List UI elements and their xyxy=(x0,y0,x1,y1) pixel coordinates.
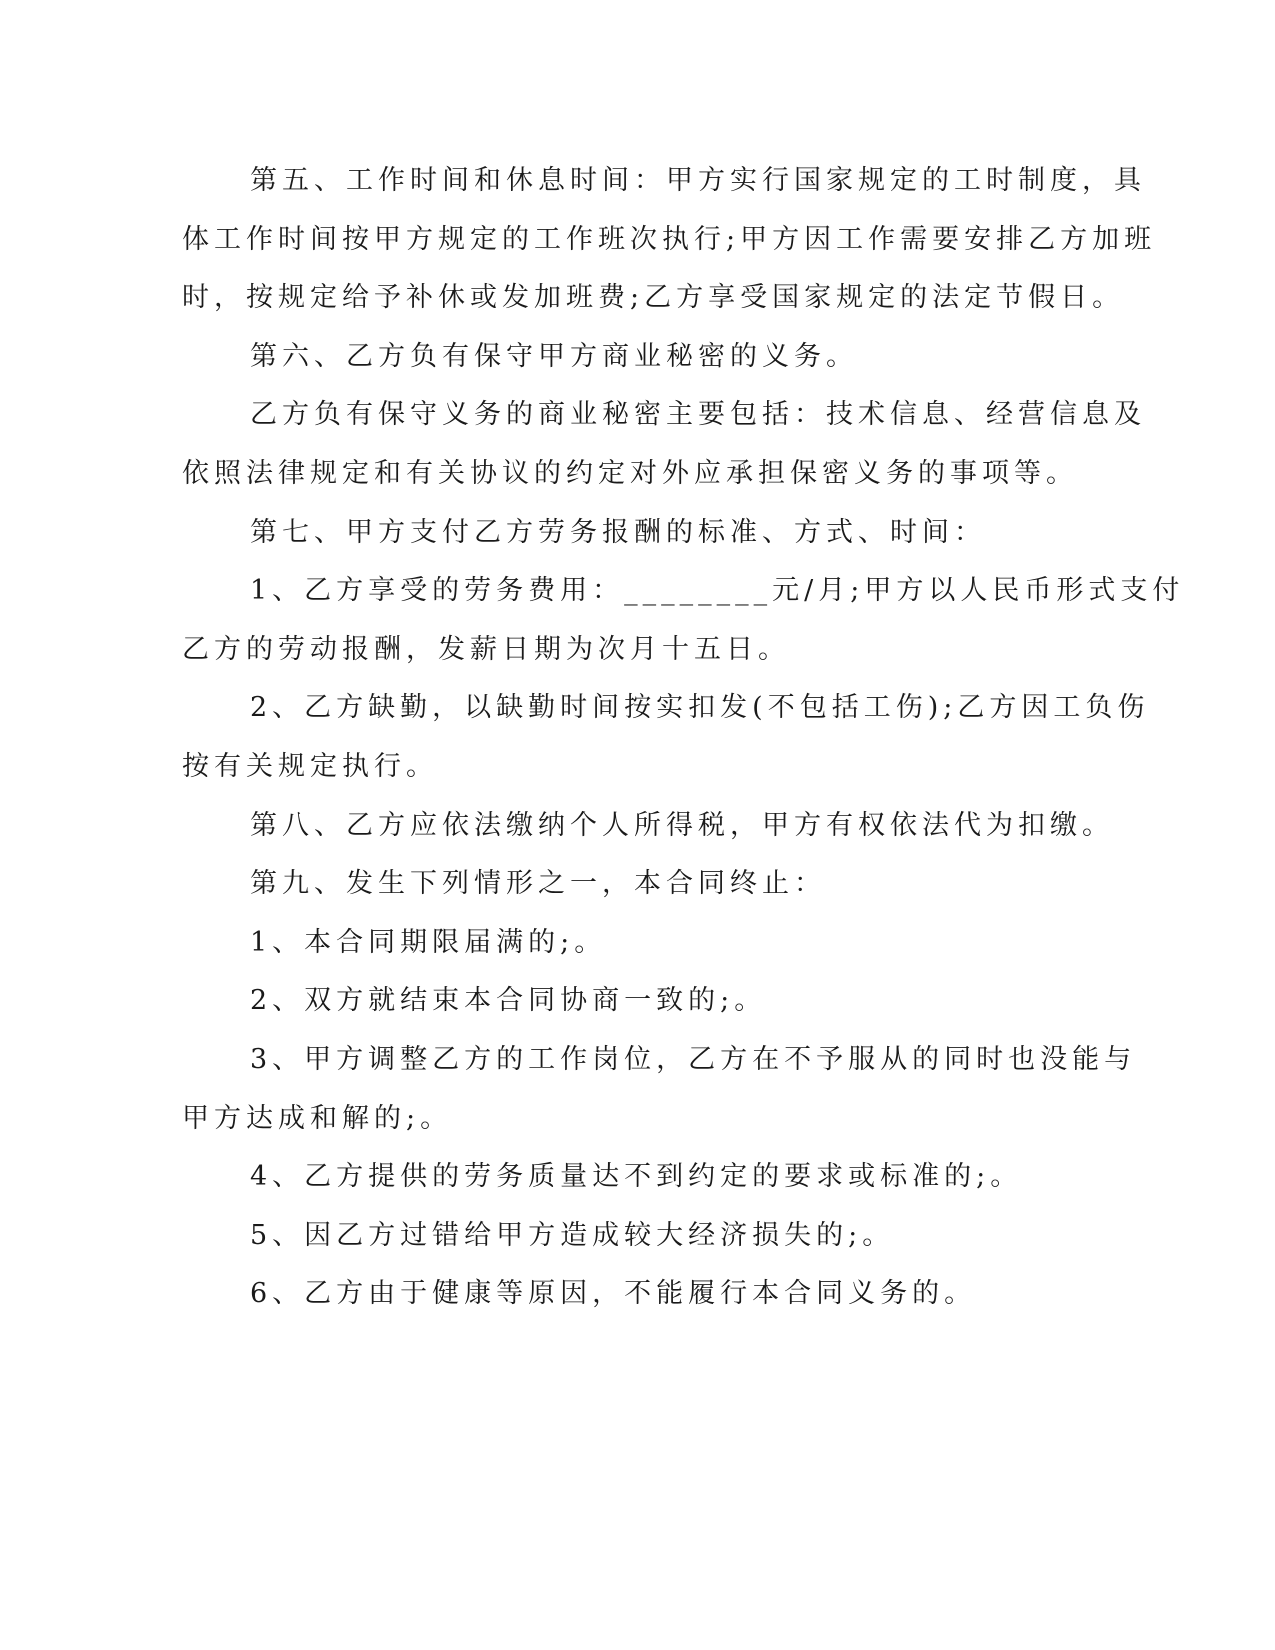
clause-9-item-2 xyxy=(182,972,1032,1031)
text-line: 乙方的劳动报酬，发薪日期为次月十五日。 xyxy=(182,633,790,665)
trade-secret-paragraph xyxy=(182,386,1146,503)
text-line: 2、乙方缺勤，以缺勤时间按实扣发(不包括工伤);乙方因工负伤 xyxy=(250,692,1150,724)
text-line: 甲方达成和解的;。 xyxy=(182,1102,453,1134)
text-line: 5、因乙方过错给甲方造成较大经济损失的;。 xyxy=(250,1219,895,1251)
text-line: 第六、乙方负有保守甲方商业秘密的义务。 xyxy=(250,340,858,372)
clause-5-paragraph xyxy=(182,152,1157,328)
text-line: 乙方负有保守义务的商业秘密主要包括：技术信息、经营信息及 xyxy=(250,399,1146,431)
text-line: 时，按规定给予补休或发加班费;乙方享受国家规定的法定节假日。 xyxy=(182,282,1125,314)
clause-7-item-1 xyxy=(182,562,1185,679)
text-line: 1、乙方享受的劳务费用：________元/月;甲方以人民币形式支付 xyxy=(250,575,1185,607)
text-line: 第七、甲方支付乙方劳务报酬的标准、方式、时间： xyxy=(250,516,986,548)
text-line: 第八、乙方应依法缴纳个人所得税，甲方有权依法代为扣缴。 xyxy=(250,809,1114,841)
text-line: 按有关规定执行。 xyxy=(182,750,438,782)
clause-7-item-2 xyxy=(182,679,1150,796)
text-line: 6、乙方由于健康等原因，不能履行本合同义务的。 xyxy=(250,1278,977,1310)
clause-7-paragraph xyxy=(182,504,1032,563)
text-line: 第五、工作时间和休息时间：甲方实行国家规定的工时制度，具 xyxy=(250,165,1146,196)
text-line: 第九、发生下列情形之一，本合同终止： xyxy=(250,868,826,900)
text-line: 依照法律规定和有关协议的约定对外应承担保密义务的事项等。 xyxy=(182,457,1078,489)
clause-9-item-6 xyxy=(182,1265,1032,1324)
clause-9-item-5 xyxy=(182,1207,1032,1266)
clause-8-paragraph xyxy=(182,797,1114,856)
clause-9-item-4 xyxy=(182,1148,1032,1207)
clause-9-paragraph xyxy=(182,855,1032,914)
text-line: 1、本合同期限届满的;。 xyxy=(250,926,607,958)
text-line: 体工作时间按甲方规定的工作班次执行;甲方因工作需要安排乙方加班 xyxy=(182,223,1157,255)
text-line: 3、甲方调整乙方的工作岗位，乙方在不予服从的同时也没能与 xyxy=(250,1043,1137,1075)
clause-9-item-1 xyxy=(182,914,1032,973)
clause-6-paragraph xyxy=(182,328,1032,387)
clause-9-item-3 xyxy=(182,1031,1137,1148)
text-line: 4、乙方提供的劳务质量达不到约定的要求或标准的;。 xyxy=(250,1161,1023,1193)
text-line: 2、双方就结束本合同协商一致的;。 xyxy=(250,985,767,1017)
document-page xyxy=(182,152,1185,1324)
